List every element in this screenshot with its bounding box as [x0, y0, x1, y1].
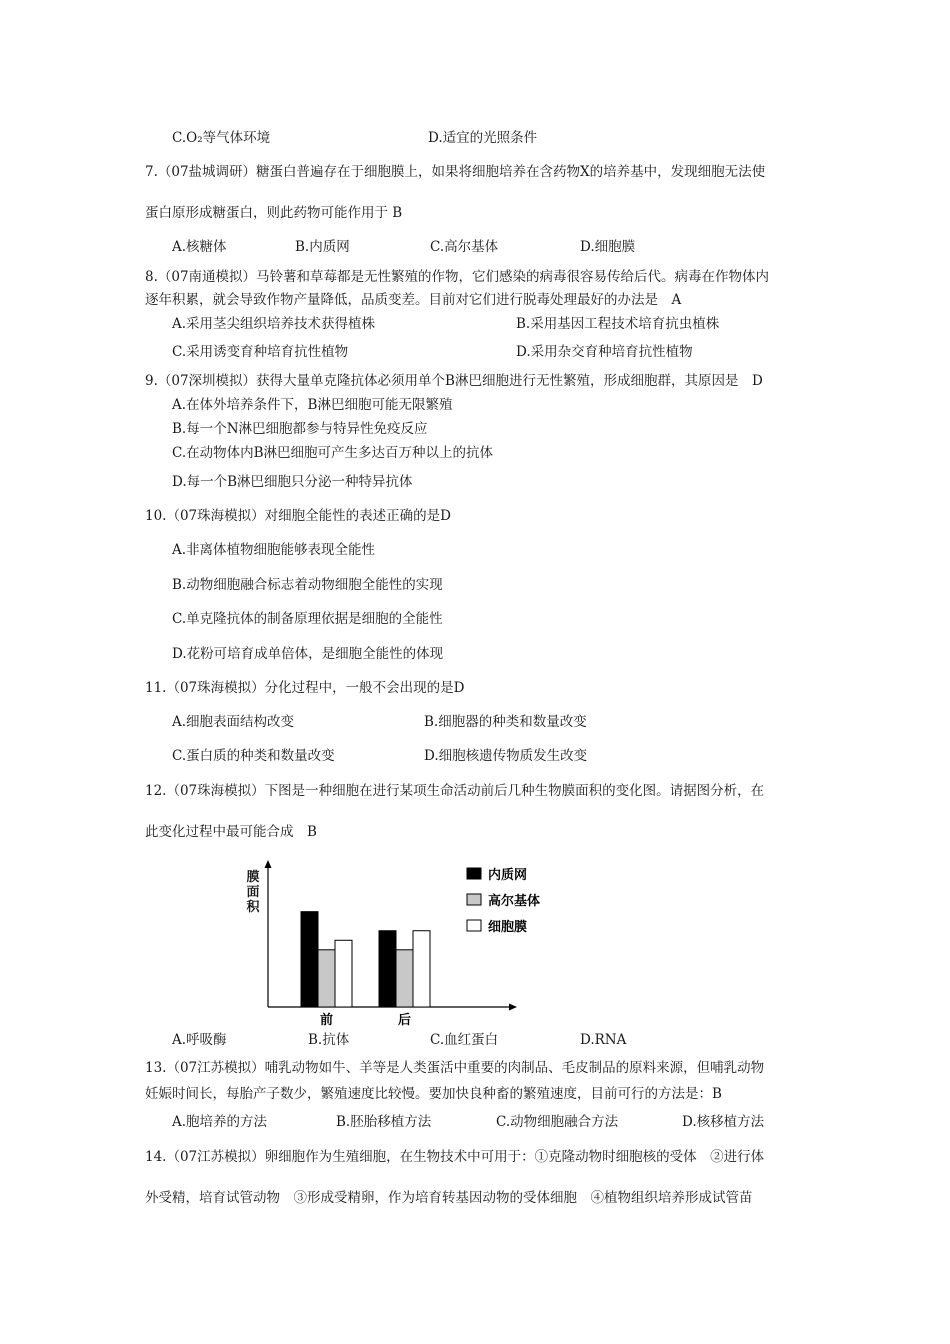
- x-axis-arrow: [509, 1004, 517, 1011]
- q12-option-a: A.呼吸酶: [172, 1032, 227, 1048]
- q8-option-c: C.采用诱变育种培育抗性植物: [172, 344, 349, 360]
- y-axis-label: 膜面积: [246, 870, 260, 915]
- q13-option-a: A.胞培养的方法: [172, 1114, 268, 1130]
- q7-option-a: A.核糖体: [172, 239, 227, 255]
- chart-svg: [235, 858, 565, 1028]
- q9-stem-line1: 9.（07深圳模拟）获得大量单克隆抗体必须用单个B淋巴细胞进行无性繁殖，形成细胞群，其原因是 D: [145, 373, 763, 389]
- q7-option-d: D.细胞膜: [580, 239, 636, 255]
- q12-stem-line1: 12.（07珠海模拟）下图是一种细胞在进行某项生命活动前后几种生物膜面积的变化图。请据图分析，在: [145, 783, 765, 799]
- q14-stem-line2: 外受精，培育试管动物 ③形成受精卵，作为培育转基因动物的受体细胞 ④植物组织培养形成试管苗: [145, 1190, 753, 1206]
- q14-stem-line1: 14.（07江苏模拟）卵细胞作为生殖细胞，在生物技术中可用于：①克隆动物时细胞核的受体 ②进行体: [145, 1149, 765, 1165]
- q12-stem-line2: 此变化过程中最可能合成 B: [145, 824, 317, 840]
- q13-stem-line1: 13.（07江苏模拟）哺乳动物如牛、羊等是人类蛋活中重要的肉制品、毛皮制品的原料来源，但哺乳动物: [145, 1060, 765, 1076]
- q12-option-d: D.RNA: [580, 1032, 627, 1048]
- q8-stem-line2: 逐年积累，就会导致作物产量降低，品质变差。目前对它们进行脱毒处理最好的办法是 A: [145, 292, 682, 308]
- q13-option-b: B.胚胎移植方法: [336, 1114, 432, 1130]
- q8-option-b: B.采用基因工程技术培育抗虫植株: [516, 316, 720, 332]
- legend-swatch-1: [467, 894, 481, 905]
- q13-stem-line2: 妊娠时间长，每胎产子数少，繁殖速度比较慢。要加快良种畜的繁殖速度，目前可行的方法是：B: [145, 1086, 722, 1102]
- bar-0-2: [335, 940, 352, 1007]
- q12-option-b: B.抗体: [308, 1032, 350, 1048]
- q13-option-c: C.动物细胞融合方法: [496, 1114, 619, 1130]
- x-tick-label-1: 后: [397, 1013, 412, 1028]
- bar-1-1: [396, 950, 413, 1007]
- q7-stem-line2: 蛋白原形成糖蛋白，则此药物可能作用于 B: [145, 205, 403, 221]
- legend-swatch-0: [467, 868, 481, 879]
- q10-option-b: B.动物细胞融合标志着动物细胞全能性的实现: [172, 577, 443, 593]
- bar-0-0: [301, 912, 318, 1007]
- q6-option-d: D.适宜的光照条件: [428, 130, 538, 146]
- q8-stem-line1: 8.（07南通模拟）马铃薯和草莓都是无性繁殖的作物，它们感染的病毒很容易传给后代。病毒在作物体内: [145, 269, 770, 285]
- bar-0-1: [318, 950, 335, 1007]
- y-axis-arrow: [265, 860, 272, 868]
- bar-1-2: [413, 931, 430, 1007]
- legend-label-1: 高尔基体: [488, 894, 541, 909]
- membrane-area-chart: [235, 858, 565, 1028]
- legend-label-0: 内质网: [488, 868, 528, 883]
- q10-option-c: C.单克隆抗体的制备原理依据是细胞的全能性: [172, 611, 443, 627]
- q7-stem-line1: 7.（07盐城调研）糖蛋白普遍存在于细胞膜上，如果将细胞培养在含药物X的培养基中，发现细胞无法使: [145, 164, 766, 180]
- x-tick-labels: [320, 1012, 411, 1028]
- legend-swatch-2: [467, 920, 481, 931]
- q11-option-c: C.蛋白质的种类和数量改变: [172, 748, 335, 764]
- q10-stem-line1: 10.（07珠海模拟）对细胞全能性的表述正确的是D: [145, 508, 451, 524]
- q7-option-c: C.高尔基体: [430, 239, 499, 255]
- q12-option-c: C.血红蛋白: [430, 1032, 499, 1048]
- bar-1-0: [379, 931, 396, 1007]
- q11-option-d: D.细胞核遗传物质发生改变: [424, 748, 588, 764]
- q8-option-a: A.采用茎尖组织培养技术获得植株: [172, 316, 376, 332]
- bars-group: [301, 912, 430, 1007]
- q13-option-d: D.核移植方法: [682, 1114, 765, 1130]
- q8-option-d: D.采用杂交育种培育抗性植物: [516, 344, 693, 360]
- q9-option-c: C.在动物体内B淋巴细胞可产生多达百万种以上的抗体: [172, 445, 494, 461]
- q11-stem-line1: 11.（07珠海模拟）分化过程中，一般不会出现的是D: [145, 680, 465, 696]
- q10-option-d: D.花粉可培育成单倍体，是细胞全能性的体现: [172, 646, 444, 662]
- legend: [467, 867, 540, 935]
- x-tick-label-0: 前: [319, 1013, 334, 1028]
- legend-label-2: 细胞膜: [488, 920, 528, 935]
- q9-option-a: A.在体外培养条件下，B淋巴细胞可能无限繁殖: [172, 397, 453, 413]
- q7-option-b: B.内质网: [295, 239, 350, 255]
- q11-option-a: A.细胞表面结构改变: [172, 714, 295, 730]
- q6-option-c: C.O₂等气体环境: [172, 130, 271, 146]
- q11-option-b: B.细胞器的种类和数量改变: [424, 714, 587, 730]
- q10-option-a: A.非离体植物细胞能够表现全能性: [172, 542, 376, 558]
- q9-option-d: D.每一个B淋巴细胞只分泌一种特异抗体: [172, 474, 413, 490]
- q9-option-b: B.每一个N淋巴细胞都参与特异性免疫反应: [172, 421, 428, 437]
